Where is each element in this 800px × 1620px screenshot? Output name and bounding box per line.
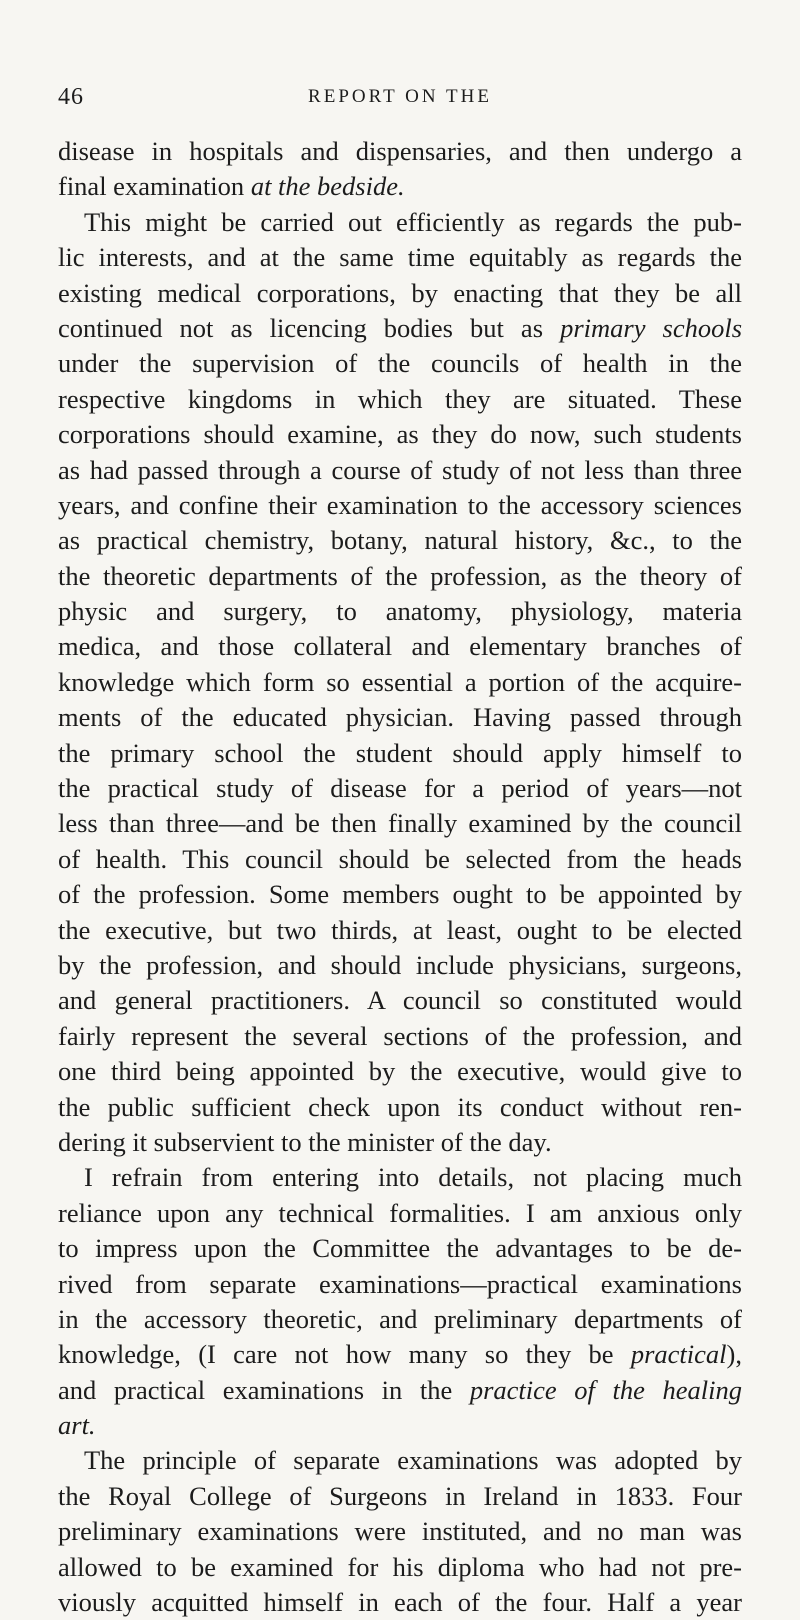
text-line bbox=[58, 488, 742, 523]
text-segment: rived from separate examinations—practical examinations bbox=[58, 1268, 742, 1299]
text-line bbox=[58, 629, 742, 664]
text-segment: dering it subservient to the minister of the day. bbox=[58, 1126, 552, 1157]
text-line bbox=[58, 1514, 742, 1549]
text-segment: This might be carried out efficiently as regards the pub- bbox=[84, 206, 742, 237]
text-segment: one third being appointed by the executive, would give to bbox=[58, 1056, 742, 1087]
text-segment: as practical chemistry, botany, natural history, &c., to the bbox=[58, 525, 742, 556]
text-line bbox=[58, 594, 742, 629]
text-line bbox=[58, 1090, 742, 1125]
text-segment: physic and surgery, to anatomy, physiology, materia bbox=[58, 596, 742, 627]
page-header bbox=[58, 84, 742, 114]
text-line bbox=[58, 240, 742, 275]
text-line bbox=[58, 417, 742, 452]
italic-text: practice of the healing bbox=[469, 1374, 742, 1405]
text-line bbox=[58, 276, 742, 311]
text-segment: knowledge which form so essential a portion of the acquire- bbox=[58, 666, 742, 697]
text-line bbox=[58, 983, 742, 1018]
text-line bbox=[58, 311, 742, 346]
text-segment: allowed to be examined for his diploma who had not pre- bbox=[58, 1551, 742, 1582]
text-segment: the public sufficient check upon its conduct without ren- bbox=[58, 1091, 742, 1122]
text-line bbox=[58, 1337, 742, 1372]
text-segment: corporations should examine, as they do now, such students bbox=[58, 419, 742, 450]
text-line bbox=[58, 665, 742, 700]
running-head: REPORT ON THE bbox=[308, 86, 492, 107]
text-segment: I refrain from entering into details, not placing much bbox=[84, 1162, 742, 1193]
text-line bbox=[58, 1125, 742, 1160]
text-line bbox=[58, 382, 742, 417]
text-segment: under the supervision of the councils of health in the bbox=[58, 348, 742, 379]
text-segment: as had passed through a course of study of not less than three bbox=[58, 454, 742, 485]
text-line bbox=[58, 1408, 742, 1443]
text-segment: and practical examinations in the bbox=[58, 1374, 470, 1405]
text-segment: ), bbox=[726, 1339, 742, 1370]
text-line bbox=[58, 1231, 742, 1266]
text-segment: of the profession. Some members ought to be appointed by bbox=[58, 879, 742, 910]
text-line bbox=[58, 346, 742, 381]
text-segment: final examination bbox=[58, 171, 251, 202]
italic-text: practical bbox=[630, 1339, 727, 1370]
text-segment: less than three—and be then finally examined by the council bbox=[58, 808, 742, 839]
text-segment: the executive, but two thirds, at least, ought to be elected bbox=[58, 914, 742, 945]
text-line bbox=[58, 453, 742, 488]
text-segment: by the profession, and should include physicians, surgeons, bbox=[58, 949, 742, 980]
text-segment: reliance upon any technical formalities. I am anxious only bbox=[58, 1197, 742, 1228]
text-line bbox=[58, 1585, 742, 1620]
italic-text: primary schools bbox=[560, 312, 743, 343]
text-segment: years, and confine their examination to the accessory sciences bbox=[58, 489, 742, 520]
text-line bbox=[58, 913, 742, 948]
text-line bbox=[58, 1019, 742, 1054]
text-segment: continued not as licencing bodies but as bbox=[58, 312, 561, 343]
text-segment: knowledge, (I care not how many so they be bbox=[58, 1339, 631, 1370]
text-line bbox=[58, 1267, 742, 1302]
text-line bbox=[58, 169, 742, 204]
italic-text: art. bbox=[58, 1410, 96, 1441]
text-line bbox=[58, 1373, 742, 1408]
page-number: 46 bbox=[58, 84, 84, 110]
text-line bbox=[58, 948, 742, 983]
text-line bbox=[58, 736, 742, 771]
text-segment: the practical study of disease for a period of years—not bbox=[58, 773, 742, 804]
text-segment: the Royal College of Surgeons in Ireland in 1833. Four bbox=[58, 1480, 742, 1511]
italic-text: at the bedside. bbox=[250, 171, 405, 202]
text-segment: ments of the educated physician. Having passed through bbox=[58, 702, 742, 733]
text-line bbox=[58, 1302, 742, 1337]
text-line bbox=[58, 523, 742, 558]
text-line bbox=[58, 1054, 742, 1089]
text-segment: preliminary examinations were instituted, and no man was bbox=[58, 1516, 742, 1547]
text-segment: the primary school the student should apply himself to bbox=[58, 737, 742, 768]
text-line bbox=[58, 205, 742, 240]
text-line bbox=[58, 1160, 742, 1195]
text-segment: The principle of separate examinations was adopted by bbox=[84, 1445, 742, 1476]
text-segment: the theoretic departments of the profession, as the theory of bbox=[58, 560, 742, 591]
text-segment: viously acquitted himself in each of the four. Half a year bbox=[58, 1587, 742, 1618]
text-segment: disease in hospitals and dispensaries, and then undergo a bbox=[58, 136, 742, 166]
text-line bbox=[58, 1479, 742, 1514]
text-line bbox=[58, 1550, 742, 1585]
text-segment: in the accessory theoretic, and preliminary departments of bbox=[58, 1303, 742, 1334]
text-segment: medica, and those collateral and elementary branches of bbox=[58, 631, 742, 662]
text-line bbox=[58, 1443, 742, 1478]
text-segment: existing medical corporations, by enacting that they be all bbox=[58, 277, 742, 308]
text-line bbox=[58, 771, 742, 806]
text-line bbox=[58, 559, 742, 594]
text-line bbox=[58, 842, 742, 877]
text-line bbox=[58, 806, 742, 841]
text-line bbox=[58, 134, 742, 169]
text-segment: to impress upon the Committee the advantages to be de- bbox=[58, 1233, 742, 1264]
text-line bbox=[58, 700, 742, 735]
text-segment: lic interests, and at the same time equitably as regards the bbox=[58, 242, 742, 273]
text-line bbox=[58, 877, 742, 912]
body-text bbox=[58, 134, 742, 1620]
text-segment: and general practitioners. A council so constituted would bbox=[58, 985, 742, 1016]
text-segment: respective kingdoms in which they are situated. These bbox=[58, 383, 742, 414]
text-segment: fairly represent the several sections of the profession, and bbox=[58, 1020, 742, 1051]
text-line bbox=[58, 1196, 742, 1231]
text-segment: of health. This council should be selected from the heads bbox=[58, 843, 742, 874]
